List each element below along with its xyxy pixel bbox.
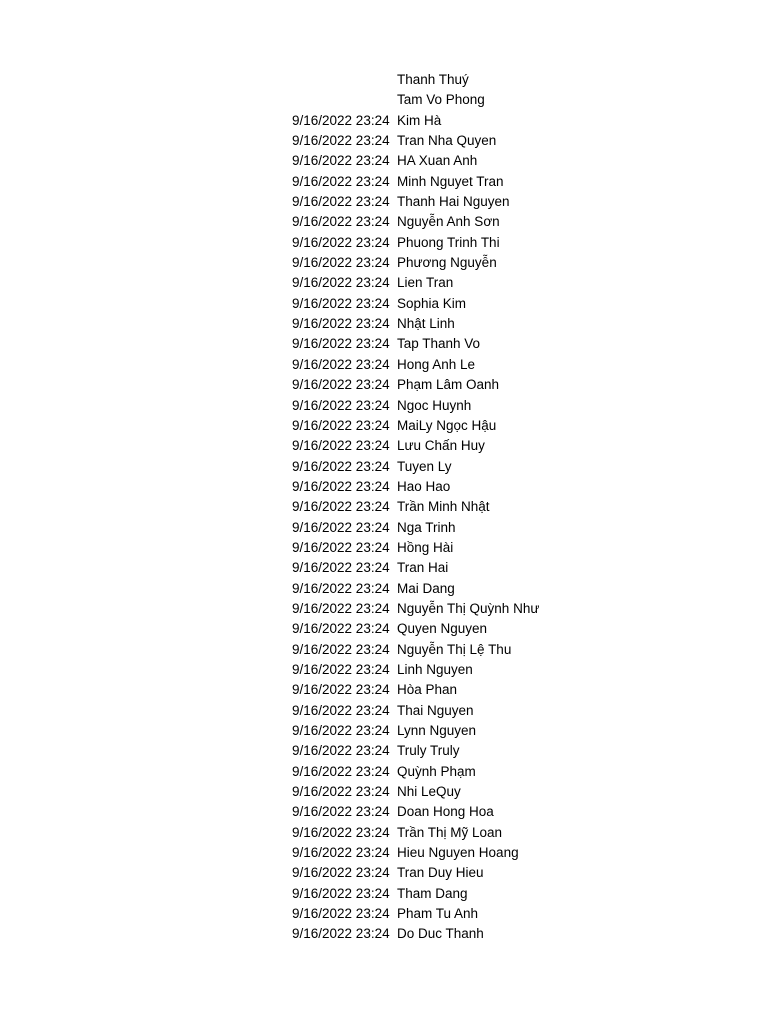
name-cell: Tam Vo Phong — [397, 92, 485, 108]
table-row — [0, 843, 768, 863]
name-cell: Hong Anh Le — [397, 356, 476, 372]
name-cell: Tap Thanh Vo — [397, 336, 481, 352]
table-row — [0, 518, 768, 538]
name-cell: Kim Hà — [397, 112, 442, 128]
name-cell: Quỳnh Phạm — [397, 763, 476, 779]
table-row — [0, 721, 768, 741]
table-row — [0, 579, 768, 599]
timestamp-cell: 9/16/2022 23:24 — [292, 763, 390, 779]
name-cell: Nguyễn Thị Lệ Thu — [397, 641, 512, 657]
table-row — [0, 396, 768, 416]
timestamp-cell: 9/16/2022 23:24 — [292, 804, 390, 820]
table-row — [0, 233, 768, 253]
name-cell: Quyen Nguyen — [397, 621, 488, 637]
table-row — [0, 212, 768, 232]
name-cell: Tran Hai — [397, 560, 449, 576]
table-row — [0, 436, 768, 456]
timestamp-cell: 9/16/2022 23:24 — [292, 275, 390, 291]
name-cell: Nga Trinh — [397, 519, 456, 535]
name-cell: Nguyễn Thị Quỳnh Như — [397, 600, 540, 616]
timestamp-cell: 9/16/2022 23:24 — [292, 539, 390, 555]
timestamp-cell: 9/16/2022 23:24 — [292, 600, 390, 616]
timestamp-cell: 9/16/2022 23:24 — [292, 702, 390, 718]
name-cell: Mai Dang — [397, 580, 455, 596]
table-row — [0, 619, 768, 639]
name-cell: Thai Nguyen — [397, 702, 474, 718]
timestamp-cell: 9/16/2022 23:24 — [292, 295, 390, 311]
name-cell: Doan Hong Hoa — [397, 804, 494, 820]
table-row — [0, 477, 768, 497]
name-cell: Hieu Nguyen Hoang — [397, 845, 519, 861]
timestamp-cell: 9/16/2022 23:24 — [292, 865, 390, 881]
name-cell: Ngoc Huynh — [397, 397, 472, 413]
table-row — [0, 904, 768, 924]
name-cell: Phuong Trinh Thi — [397, 234, 500, 250]
name-cell: Trần Minh Nhật — [397, 499, 490, 515]
name-cell: Lưu Chấn Huy — [397, 438, 485, 454]
timestamp-cell: 9/16/2022 23:24 — [292, 458, 390, 474]
timestamp-cell: 9/16/2022 23:24 — [292, 112, 390, 128]
timestamp-cell: 9/16/2022 23:24 — [292, 499, 390, 515]
timestamp-cell: 9/16/2022 23:24 — [292, 682, 390, 698]
timestamp-cell: 9/16/2022 23:24 — [292, 661, 390, 677]
timestamp-cell: 9/16/2022 23:24 — [292, 255, 390, 271]
table-row — [0, 131, 768, 151]
table-row — [0, 355, 768, 375]
table-row — [0, 151, 768, 171]
table-row — [0, 192, 768, 212]
timestamp-cell: 9/16/2022 23:24 — [292, 234, 390, 250]
table-row — [0, 334, 768, 354]
table-row — [0, 863, 768, 883]
name-cell: Tran Nha Quyen — [397, 133, 497, 149]
timestamp-cell: 9/16/2022 23:24 — [292, 560, 390, 576]
name-cell: HA Xuan Anh — [397, 153, 478, 169]
timestamp-cell: 9/16/2022 23:24 — [292, 723, 390, 738]
name-cell: Trần Thị Mỹ Loan — [397, 824, 503, 840]
name-cell: Linh Nguyen — [397, 661, 473, 677]
name-cell: Nhi LeQuy — [397, 784, 461, 800]
table-row — [0, 457, 768, 477]
name-cell: Thanh Hai Nguyen — [397, 194, 510, 210]
table-row — [0, 172, 768, 192]
table-row — [0, 680, 768, 700]
timestamp-cell: 9/16/2022 23:24 — [292, 906, 390, 922]
table-row — [0, 314, 768, 334]
table-row — [0, 497, 768, 517]
name-cell: Tuyen Ly — [397, 458, 452, 474]
timestamp-cell: 9/16/2022 23:24 — [292, 133, 390, 149]
name-cell: Nguyễn Anh Sơn — [397, 214, 500, 230]
table-row — [0, 640, 768, 660]
name-cell: Truly Truly — [397, 743, 460, 759]
name-cell: Nhật Linh — [397, 316, 455, 332]
name-cell: Phạm Lâm Oanh — [397, 377, 500, 393]
timestamp-cell: 9/16/2022 23:24 — [292, 641, 390, 657]
name-cell: Minh Nguyet Tran — [397, 173, 504, 189]
timestamp-cell: 9/16/2022 23:24 — [292, 417, 390, 433]
table-row — [0, 253, 768, 273]
table-row — [0, 741, 768, 761]
timestamp-cell: 9/16/2022 23:24 — [292, 194, 390, 210]
name-cell: Pham Tu Anh — [397, 906, 479, 922]
table-row — [0, 782, 768, 802]
timestamp-cell: 9/16/2022 23:24 — [292, 580, 390, 596]
timestamp-cell: 9/16/2022 23:24 — [292, 784, 390, 800]
name-cell: Hao Hao — [397, 478, 451, 494]
table-row — [0, 599, 768, 619]
timestamp-cell: 9/16/2022 23:24 — [292, 153, 390, 169]
table-row — [0, 70, 768, 90]
name-cell: Hòa Phan — [397, 682, 458, 698]
table-row — [0, 660, 768, 680]
table-row — [0, 823, 768, 843]
name-cell: Tran Duy Hieu — [397, 865, 484, 881]
table-row — [0, 884, 768, 904]
timestamp-cell: 9/16/2022 23:24 — [292, 519, 390, 535]
timestamp-cell: 9/16/2022 23:24 — [292, 356, 390, 372]
timestamp-cell: 9/16/2022 23:24 — [292, 173, 390, 189]
timestamp-cell: 9/16/2022 23:24 — [292, 316, 390, 332]
name-cell: Phương Nguyễn — [397, 255, 497, 271]
timestamp-cell: 9/16/2022 23:24 — [292, 377, 390, 393]
name-cell: Do Duc Thanh — [397, 926, 484, 942]
timestamp-cell: 9/16/2022 23:24 — [292, 478, 390, 494]
name-cell: Sophia Kim — [397, 295, 467, 311]
table-row — [0, 111, 768, 131]
table-row — [0, 701, 768, 721]
timestamp-cell: 9/16/2022 23:24 — [292, 214, 390, 230]
table-row — [0, 538, 768, 558]
table-row — [0, 273, 768, 293]
table-row — [0, 294, 768, 314]
table-row — [0, 802, 768, 822]
timestamp-cell: 9/16/2022 23:24 — [292, 336, 390, 352]
name-cell: Lynn Nguyen — [397, 723, 477, 738]
sheet-rows — [0, 70, 768, 945]
table-row — [0, 762, 768, 782]
name-cell: Thanh Thuý — [397, 72, 469, 87]
name-cell: Lien Tran — [397, 275, 454, 291]
table-row — [0, 416, 768, 436]
table-row — [0, 924, 768, 944]
name-cell: MaiLy Ngọc Hậu — [397, 417, 497, 433]
table-row — [0, 375, 768, 395]
table-row — [0, 558, 768, 578]
timestamp-cell: 9/16/2022 23:24 — [292, 621, 390, 637]
timestamp-cell: 9/16/2022 23:24 — [292, 885, 390, 901]
timestamp-cell: 9/16/2022 23:24 — [292, 397, 390, 413]
timestamp-cell: 9/16/2022 23:24 — [292, 926, 390, 942]
timestamp-cell: 9/16/2022 23:24 — [292, 743, 390, 759]
timestamp-cell: 9/16/2022 23:24 — [292, 438, 390, 454]
name-cell: Hồng Hài — [397, 539, 454, 555]
name-cell: Tham Dang — [397, 885, 468, 901]
timestamp-cell: 9/16/2022 23:24 — [292, 824, 390, 840]
table-row — [0, 90, 768, 110]
timestamp-cell: 9/16/2022 23:24 — [292, 845, 390, 861]
